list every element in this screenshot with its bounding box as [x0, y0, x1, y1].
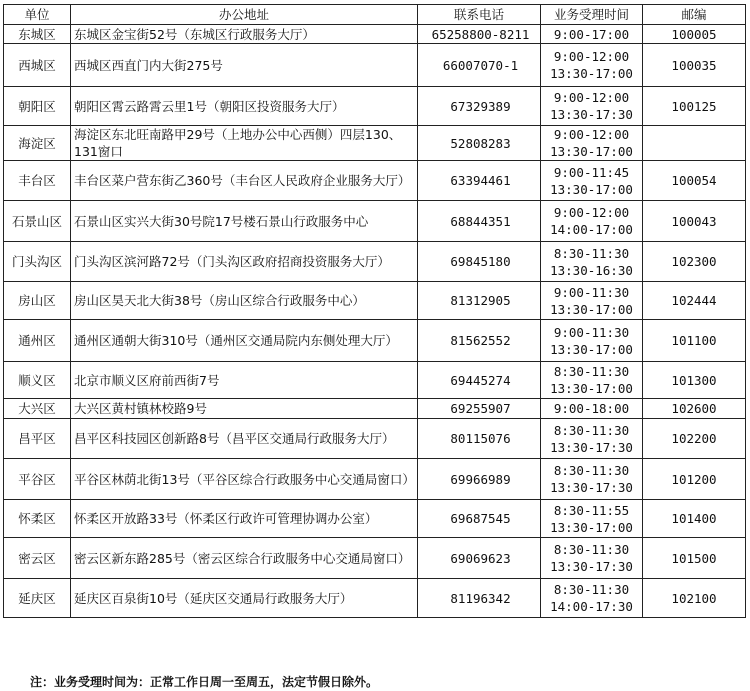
cell-address: 通州区通朝大街310号（通州区交通局院内东侧处理大厅） [71, 320, 418, 362]
table-row [4, 362, 746, 399]
hours-line: 8:30-11:30 [553, 463, 630, 478]
hours-line: 13:30-17:00 [550, 181, 633, 197]
hours-line: 8:30-11:30 [553, 582, 630, 597]
cell-hours [541, 538, 643, 579]
hours-line: 13:30-17:00 [550, 519, 633, 535]
table-row [4, 25, 746, 44]
cell-address: 平谷区林荫北街13号（平谷区综合行政服务中心交通局窗口） [71, 459, 418, 500]
table-row [4, 320, 746, 362]
hours-line: 8:30-11:55 [553, 502, 630, 518]
header-address: 办公地址 [71, 5, 418, 25]
hours-line: 13:30-16:30 [550, 262, 633, 278]
cell-hours [541, 87, 643, 126]
cell-phone: 68844351 [418, 201, 541, 242]
cell-phone: 52808283 [418, 126, 541, 161]
cell-phone: 69687545 [418, 500, 541, 538]
cell-phone: 81562552 [418, 320, 541, 362]
cell-address: 房山区昊天北大街38号（房山区综合行政服务中心） [71, 282, 418, 320]
cell-phone: 69069623 [418, 538, 541, 579]
cell-unit: 密云区 [4, 538, 71, 579]
cell-address: 延庆区百泉街10号（延庆区交通局行政服务大厅） [71, 579, 418, 618]
header-unit: 单位 [4, 5, 71, 25]
hours-line: 9:00-17:00 [553, 26, 630, 42]
cell-hours [541, 161, 643, 201]
cell-hours [541, 282, 643, 320]
cell-address: 昌平区科技园区创新路8号（昌平区交通局行政服务大厅） [71, 419, 418, 459]
hours-line: 8:30-11:30 [553, 422, 630, 438]
cell-zip: 100035 [643, 44, 746, 87]
cell-unit: 顺义区 [4, 362, 71, 399]
cell-zip: 100125 [643, 87, 746, 126]
table-row [4, 161, 746, 201]
hours-line: 9:00-12:00 [553, 127, 630, 142]
hours-line: 13:30-17:00 [550, 144, 633, 159]
cell-address: 朝阳区霄云路霄云里1号（朝阳区投资服务大厅） [71, 87, 418, 126]
cell-unit: 门头沟区 [4, 242, 71, 282]
hours-line: 9:00-12:00 [553, 205, 630, 220]
cell-zip: 100005 [643, 25, 746, 44]
cell-zip: 100043 [643, 201, 746, 242]
table-row [4, 500, 746, 538]
header-zip: 邮编 [643, 5, 746, 25]
cell-address: 怀柔区开放路33号（怀柔区行政许可管理协调办公室） [71, 500, 418, 538]
cell-hours [541, 242, 643, 282]
cell-hours [541, 500, 643, 538]
cell-zip: 102300 [643, 242, 746, 282]
hours-line: 9:00-12:00 [553, 49, 630, 64]
cell-address: 东城区金宝街52号（东城区行政服务大厅） [71, 25, 418, 44]
cell-phone: 63394461 [418, 161, 541, 201]
hours-line: 9:00-11:45 [553, 164, 630, 180]
cell-phone: 69445274 [418, 362, 541, 399]
cell-hours [541, 579, 643, 618]
cell-address: 门头沟区滨河路72号（门头沟区政府招商投资服务大厅） [71, 242, 418, 282]
hours-line: 13:30-17:00 [550, 341, 633, 357]
cell-hours [541, 362, 643, 399]
hours-line: 13:30-17:00 [550, 66, 633, 81]
cell-hours [541, 320, 643, 362]
cell-phone: 69845180 [418, 242, 541, 282]
cell-zip: 102444 [643, 282, 746, 320]
cell-phone: 80115076 [418, 419, 541, 459]
cell-address: 西城区西直门内大街275号 [71, 44, 418, 87]
cell-unit: 石景山区 [4, 201, 71, 242]
cell-phone: 65258800-8211 [418, 25, 541, 44]
cell-zip: 102600 [643, 399, 746, 419]
cell-unit: 朝阳区 [4, 87, 71, 126]
hours-line: 13:30-17:00 [550, 381, 633, 396]
hours-line: 14:00-17:30 [550, 599, 633, 614]
cell-address: 丰台区菜户营东街乙360号（丰台区人民政府企业服务大厅） [71, 161, 418, 201]
cell-phone: 66007070-1 [418, 44, 541, 87]
cell-address: 石景山区实兴大街30号院17号楼石景山行政服务中心 [71, 201, 418, 242]
cell-hours [541, 126, 643, 161]
cell-unit: 延庆区 [4, 579, 71, 618]
hours-line: 13:30-17:30 [550, 107, 633, 122]
cell-phone: 81196342 [418, 579, 541, 618]
cell-zip: 101400 [643, 500, 746, 538]
cell-unit: 昌平区 [4, 419, 71, 459]
cell-hours [541, 459, 643, 500]
hours-line: 8:30-11:30 [553, 542, 630, 557]
header-hours: 业务受理时间 [541, 5, 643, 25]
table-row [4, 459, 746, 500]
cell-zip: 102100 [643, 579, 746, 618]
footnote: 注：业务受理时间为：正常工作日周一至周五，法定节假日除外。 [30, 675, 379, 689]
cell-phone: 81312905 [418, 282, 541, 320]
table-row [4, 87, 746, 126]
cell-address: 海淀区东北旺南路甲29号（上地办公中心西侧）四层130、131窗口 [71, 126, 418, 161]
cell-zip: 100054 [643, 161, 746, 201]
hours-line: 13:30-17:00 [550, 301, 633, 317]
cell-unit: 东城区 [4, 25, 71, 44]
cell-hours [541, 201, 643, 242]
cell-phone: 69966989 [418, 459, 541, 500]
table-row [4, 419, 746, 459]
hours-line: 8:30-11:30 [553, 245, 630, 261]
cell-unit: 西城区 [4, 44, 71, 87]
cell-phone: 69255907 [418, 399, 541, 419]
hours-line: 13:30-17:30 [550, 480, 633, 495]
cell-unit: 丰台区 [4, 161, 71, 201]
table-row [4, 44, 746, 87]
cell-address: 密云区新东路285号（密云区综合行政服务中心交通局窗口） [71, 538, 418, 579]
cell-address: 北京市顺义区府前西街7号 [71, 362, 418, 399]
cell-zip [643, 126, 746, 161]
cell-zip: 101200 [643, 459, 746, 500]
hours-line: 13:30-17:30 [550, 559, 633, 574]
hours-line: 9:00-11:30 [553, 284, 630, 300]
table-row [4, 538, 746, 579]
cell-zip: 101300 [643, 362, 746, 399]
cell-hours [541, 419, 643, 459]
table-body [4, 25, 746, 618]
hours-line: 9:00-11:30 [553, 324, 630, 340]
cell-zip: 102200 [643, 419, 746, 459]
hours-line: 9:00-18:00 [553, 401, 630, 416]
cell-unit: 通州区 [4, 320, 71, 362]
cell-phone: 67329389 [418, 87, 541, 126]
hours-line: 14:00-17:00 [550, 222, 633, 237]
table-header-row [4, 5, 746, 25]
table-row [4, 282, 746, 320]
cell-unit: 海淀区 [4, 126, 71, 161]
table-row [4, 242, 746, 282]
cell-unit: 房山区 [4, 282, 71, 320]
table-row [4, 399, 746, 419]
cell-unit: 平谷区 [4, 459, 71, 500]
hours-line: 8:30-11:30 [553, 364, 630, 379]
cell-hours [541, 399, 643, 419]
header-phone: 联系电话 [418, 5, 541, 25]
table-row [4, 579, 746, 618]
office-directory-table [3, 4, 746, 618]
cell-address: 大兴区黄村镇林校路9号 [71, 399, 418, 419]
table-row [4, 201, 746, 242]
cell-unit: 怀柔区 [4, 500, 71, 538]
cell-zip: 101100 [643, 320, 746, 362]
cell-unit: 大兴区 [4, 399, 71, 419]
cell-hours [541, 44, 643, 87]
cell-zip: 101500 [643, 538, 746, 579]
table-row [4, 126, 746, 161]
cell-hours [541, 25, 643, 44]
hours-line: 13:30-17:30 [550, 439, 633, 455]
hours-line: 9:00-12:00 [553, 90, 630, 105]
